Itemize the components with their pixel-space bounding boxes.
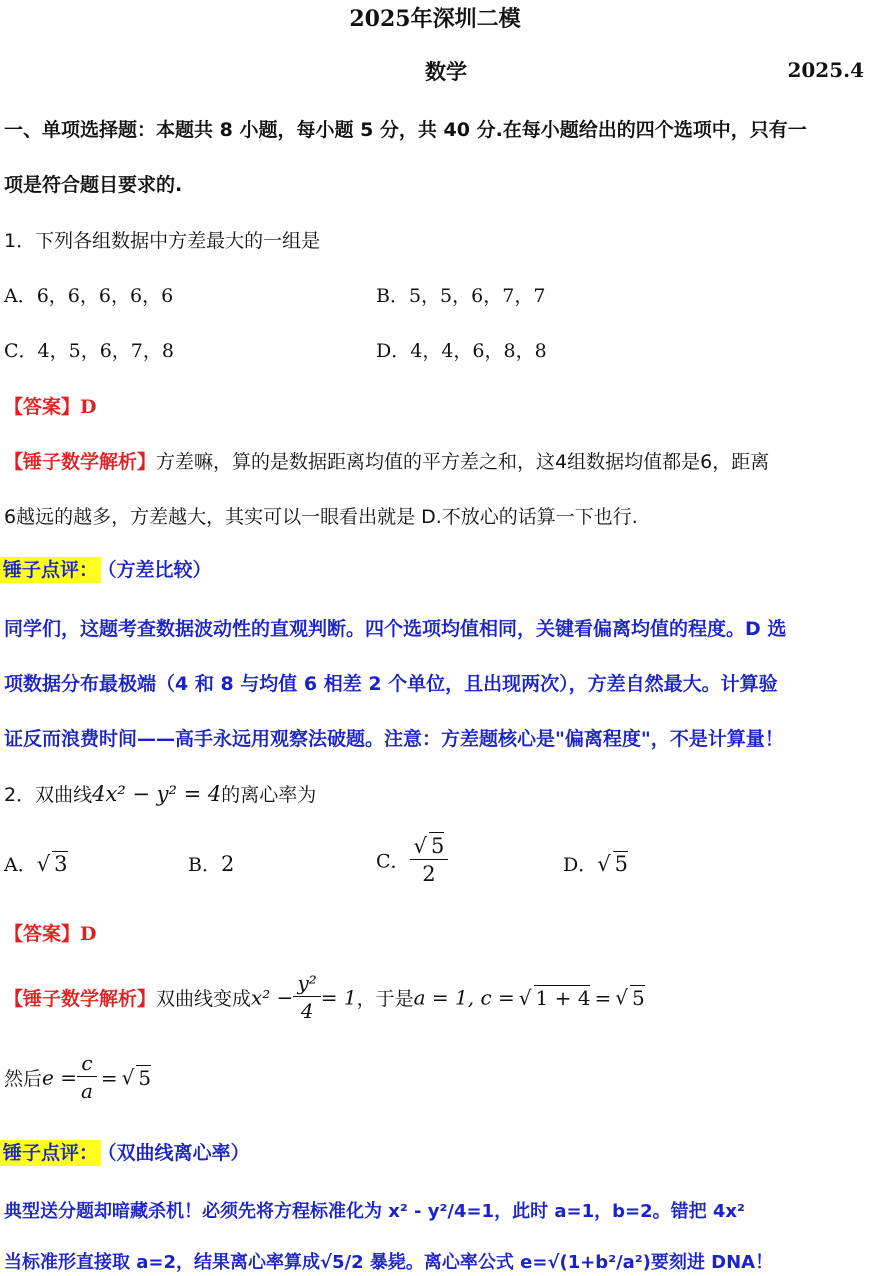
q2-option-b-label: B．	[188, 854, 221, 876]
q2-option-a	[4, 850, 68, 877]
q1-comment-line2: 项数据分布最极端（4 和 8 与均值 6 相差 2 个单位，且出现两次），方差自然最大。计算验	[4, 673, 778, 695]
q2-review-heading	[0, 1138, 250, 1165]
q2-eq-sqrt5: 5	[631, 986, 645, 1010]
q2-comment-line1: 典型送分题却暗藏杀机！必须先将方程标准化为 x² - y²/4=1，此时 a=1，b=2。错把 4x²	[4, 1201, 745, 1222]
q2-review-label: 锤子点评：	[0, 1140, 101, 1166]
q2-stem-post: 的离心率为	[221, 784, 317, 806]
sqrt-icon: √	[615, 985, 628, 1010]
q2-e-fraction	[77, 1050, 97, 1105]
q2-equation: 4x² − y² = 4	[92, 782, 222, 806]
document-title: 2025年深圳二模	[349, 6, 521, 32]
q2-option-a-label: A．	[4, 854, 37, 876]
q1-analysis-text: 方差嘛，算的是数据距离均值的平方差之和，这4组数据均值都是6，距离	[156, 451, 770, 473]
q1-answer-value: D	[80, 396, 97, 418]
q2-option-c-label: C．	[376, 850, 410, 873]
q2-e-denominator: a	[80, 1079, 93, 1103]
section-instructions-line1: 一、单项选择题：本题共 8 小题，每小题 5 分，共 40 分.在每小题给出的四个选项中，只有一	[4, 119, 807, 141]
q2-option-d-value: 5	[614, 852, 628, 876]
q2-e-numerator: c	[77, 1050, 97, 1077]
q1-comment-line1: 同学们，这题考查数据波动性的直观判断。四个选项均值相同，关键看偏离均值的程度。D 选	[4, 618, 787, 640]
q1-option-c: C．4，5，6，7，8	[4, 340, 174, 362]
q2-analysis-line2	[4, 1050, 151, 1105]
q1-option-d: D．4，4，6，8，8	[376, 340, 547, 362]
q1-analysis-line2: 6越远的越多，方差越大，其实可以一眼看出就是 D.不放心的话算一下也行.	[4, 506, 638, 528]
q2-eq-denominator: 4	[300, 999, 314, 1023]
q2-comment-line2: 当标准形直接取 a=2，结果离心率算成√5/2 暴毙。离心率公式 e=√(1+b²/a²)要刻进 DNA！	[4, 1252, 774, 1273]
q2-option-c-numerator: 5	[430, 834, 445, 858]
q2-e-value: 5	[138, 1066, 152, 1090]
q1-analysis-line1	[4, 447, 769, 474]
q2-eq-sqrt-inner: 1 + 4	[535, 986, 591, 1010]
q2-analysis-tag: 【锤子数学解析】	[4, 988, 157, 1010]
q2-eq-ac: a = 1, c =	[413, 985, 515, 1010]
q2-option-d	[563, 850, 628, 877]
exam-date: 2025.4	[787, 58, 864, 82]
q1-answer	[4, 392, 97, 419]
q2-option-d-label: D．	[563, 854, 598, 876]
q2-then-pre: 然后	[4, 1068, 43, 1090]
q2-answer	[4, 919, 97, 946]
q2-e-equals: =	[100, 1065, 118, 1090]
q2-option-c	[376, 832, 448, 888]
q2-analysis-line1	[4, 970, 645, 1025]
sqrt-icon: √	[413, 834, 427, 858]
sqrt-icon: √	[36, 852, 51, 876]
q2-answer-value: D	[80, 923, 97, 945]
q1-analysis-tag: 【锤子数学解析】	[4, 451, 157, 473]
q2-eq-equals: =	[594, 985, 612, 1010]
q2-eq-rhs: = 1	[320, 985, 357, 1010]
q1-answer-tag: 【答案】	[4, 396, 81, 418]
q1-comment-line3: 证反而浪费时间——高手永远用观察法破题。注意：方差题核心是"偏离程度"，不是计算量！	[4, 728, 784, 750]
sqrt-icon: √	[518, 985, 532, 1010]
q2-option-c-denominator: 2	[422, 862, 436, 886]
q2-stem-pre: 2．双曲线	[4, 784, 93, 806]
sqrt-icon: √	[597, 852, 611, 876]
subject-heading: 数学	[425, 60, 467, 84]
q2-answer-tag: 【答案】	[4, 923, 81, 945]
q2-eq-x: x² −	[251, 985, 294, 1010]
q1-review-topic: （方差比较）	[107, 559, 212, 581]
section-instructions-line2: 项是符合题目要求的.	[4, 174, 183, 196]
q2-eq-fraction	[293, 970, 320, 1025]
q2-analysis-pre: 双曲线变成	[156, 988, 252, 1010]
q2-option-b	[188, 850, 234, 877]
q2-stem	[4, 780, 316, 807]
q1-option-a: A．6，6，6，6，6	[4, 285, 174, 307]
q2-option-a-value: 3	[54, 852, 68, 876]
q2-option-c-fraction	[410, 832, 449, 888]
q2-option-b-value: 2	[220, 852, 235, 876]
q2-analysis-mid: ，于是	[356, 988, 414, 1010]
q1-option-b: B．5，5，6，7，7	[376, 285, 546, 307]
q1-stem: 1．下列各组数据中方差最大的一组是	[4, 230, 321, 252]
sqrt-icon: √	[121, 1065, 135, 1090]
q1-review-heading	[0, 555, 212, 582]
q2-review-topic: （双曲线离心率）	[107, 1142, 250, 1164]
q2-eq-numerator: y²	[293, 970, 320, 997]
q2-e-lhs: e =	[42, 1065, 77, 1090]
q1-review-label: 锤子点评：	[0, 557, 101, 583]
